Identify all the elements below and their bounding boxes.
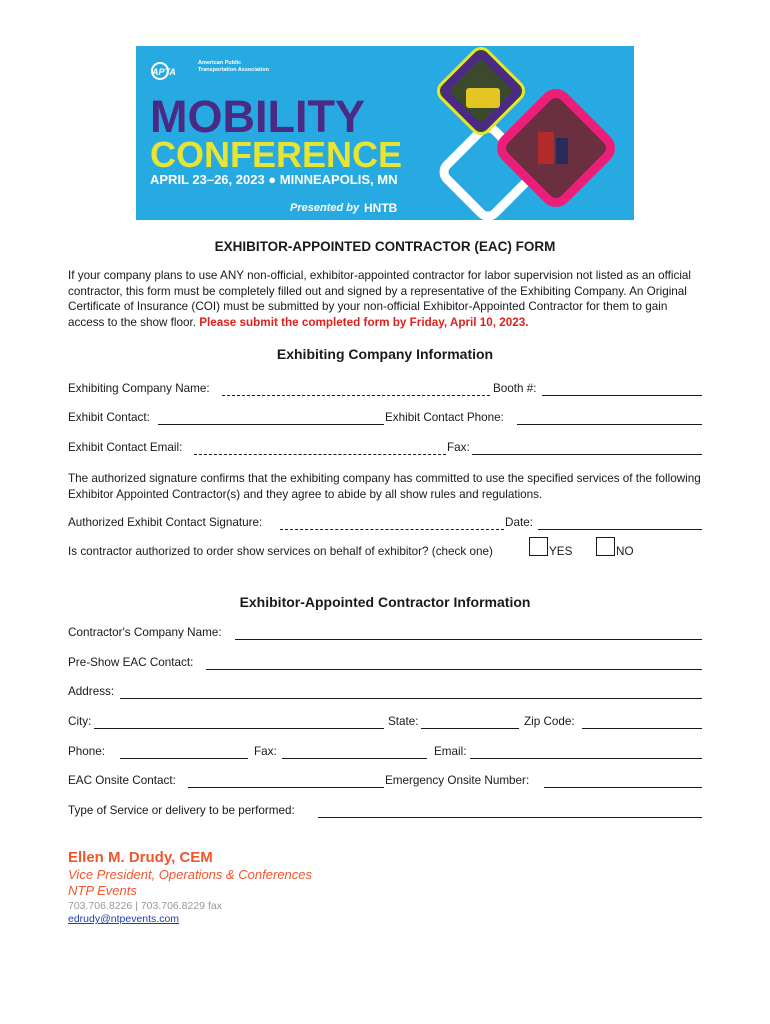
authorization-question: Is contractor authorized to order show services on behalf of exhibitor? (check one) (68, 545, 493, 558)
address-label: Address: (68, 685, 115, 698)
contact-email-field[interactable] (194, 454, 446, 455)
address-field[interactable] (120, 698, 702, 699)
deadline-text: Please submit the completed form by Friday, April 10, 2023. (199, 315, 529, 329)
booth-field[interactable] (542, 395, 702, 396)
contractor-email-field[interactable] (470, 758, 702, 759)
company-name-field[interactable] (222, 395, 490, 396)
city-field[interactable] (94, 728, 384, 729)
date-field[interactable] (538, 529, 702, 530)
contractor-company-label: Contractor's Company Name: (68, 626, 222, 639)
emergency-number-field[interactable] (544, 787, 702, 788)
section-heading-contractor: Exhibitor-Appointed Contractor Information (239, 594, 531, 610)
contact-phone-field[interactable] (517, 424, 702, 425)
contractor-fax-field[interactable] (282, 758, 427, 759)
emergency-number-label: Emergency Onsite Number: (385, 774, 530, 787)
banner-dates: APRIL 23–26, 2023 ● MINNEAPOLIS, MN (150, 172, 398, 187)
contractor-fax-label: Fax: (254, 745, 277, 758)
svg-text:APTA: APTA (152, 67, 176, 77)
contact-phone-numbers: 703.706.8226 | 703.706.8229 fax (68, 900, 222, 912)
onsite-contact-label: EAC Onsite Contact: (68, 774, 176, 787)
fax-field[interactable] (472, 454, 702, 455)
preshow-contact-field[interactable] (206, 669, 702, 670)
authorization-text: The authorized signature confirms that the exhibiting company has committed to use the specified services of the following Exhibitor Appointed Contractor(s) and they agree to abide by all show rules and regulations. (68, 472, 701, 501)
presented-by: Presented by (290, 202, 360, 214)
contact-person-org: NTP Events (68, 883, 137, 898)
onsite-contact-field[interactable] (188, 787, 384, 788)
phone-label: Phone: (68, 745, 106, 758)
yes-label: YES (549, 545, 573, 558)
no-label: NO (616, 545, 634, 558)
contractor-email-label: Email: (434, 745, 467, 758)
contact-person-title: Vice President, Operations & Conferences (68, 867, 313, 882)
booth-label: Booth #: (493, 382, 537, 395)
form-title: EXHIBITOR-APPOINTED CONTRACTOR (EAC) FORM (214, 239, 556, 254)
contractor-company-field[interactable] (235, 639, 702, 640)
preshow-contact-label: Pre-Show EAC Contact: (68, 656, 194, 669)
conference-banner (136, 46, 634, 220)
fax-label: Fax: (447, 441, 470, 454)
intro-paragraph (68, 268, 704, 330)
signature-label: Authorized Exhibit Contact Signature: (68, 516, 263, 529)
state-field[interactable] (421, 728, 519, 729)
contact-person-name: Ellen M. Drudy, CEM (68, 849, 213, 866)
section-heading-company: Exhibiting Company Information (276, 346, 494, 362)
banner-word-mobility: MOBILITY (150, 91, 365, 142)
phone-field[interactable] (120, 758, 248, 759)
contact-email-label: Exhibit Contact Email: (68, 441, 183, 454)
contact-phone-label: Exhibit Contact Phone: (385, 411, 504, 424)
sponsor-logo: HNTB (364, 201, 398, 215)
signature-field[interactable] (280, 529, 504, 530)
zip-field[interactable] (582, 728, 702, 729)
banner-word-conference: CONFERENCE (150, 134, 403, 175)
contact-field[interactable] (158, 424, 384, 425)
state-label: State: (388, 715, 419, 728)
contact-email-link[interactable]: edrudy@ntpevents.com (68, 913, 180, 925)
apta-org-name: American Public Transportation Association (198, 60, 270, 73)
intro-text: If your company plans to use ANY non-official, exhibitor-appointed contractor for labor supervision not listed as an official contractor, this form must be completely filled out and signed by a representative of the Exhibiting Company. An Original Certificate of Insurance (COI) must be submitted by your non-official Exhibitor-Appointed Contractor for them to gain access to the show floor. (68, 269, 692, 329)
zip-label: Zip Code: (524, 715, 575, 728)
service-field[interactable] (318, 817, 702, 818)
contact-label: Exhibit Contact: (68, 411, 150, 424)
city-label: City: (68, 715, 92, 728)
service-label: Type of Service or delivery to be performed: (68, 804, 295, 817)
no-checkbox[interactable] (596, 537, 615, 556)
yes-checkbox[interactable] (529, 537, 548, 556)
company-name-label: Exhibiting Company Name: (68, 382, 210, 395)
apta-logo-icon (150, 60, 194, 82)
date-label: Date: (505, 516, 533, 529)
